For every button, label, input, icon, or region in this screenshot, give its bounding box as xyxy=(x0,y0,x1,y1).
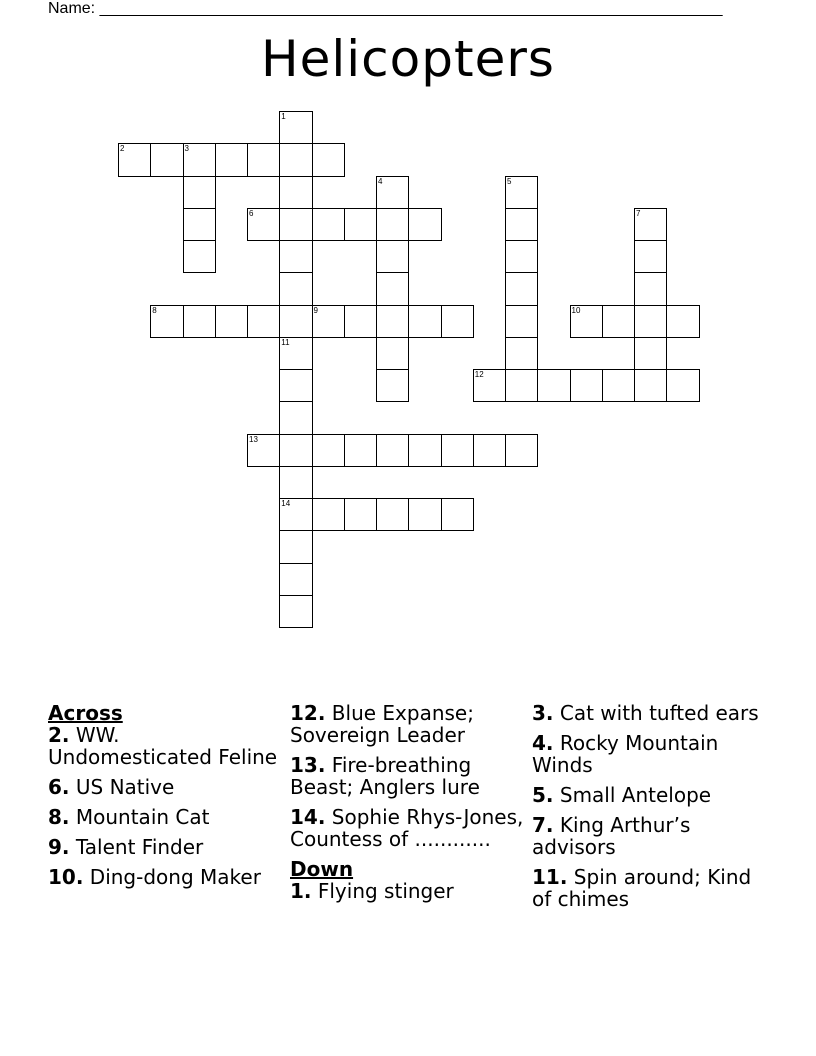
down-heading: Down xyxy=(290,857,354,881)
grid-cell[interactable] xyxy=(376,434,409,467)
grid-cell[interactable] xyxy=(505,176,538,209)
grid-cell[interactable] xyxy=(441,434,474,467)
grid-cell[interactable] xyxy=(279,240,312,273)
grid-cell[interactable] xyxy=(408,208,441,241)
clue-across-6 xyxy=(48,776,278,798)
grid-cell[interactable] xyxy=(150,143,183,176)
clue-text: Ding-dong Maker xyxy=(89,865,261,889)
clues-column-3 xyxy=(532,702,762,918)
grid-cell[interactable] xyxy=(183,176,216,209)
grid-cell[interactable] xyxy=(183,208,216,241)
grid-cell[interactable] xyxy=(344,434,377,467)
grid-cell[interactable] xyxy=(634,337,667,370)
grid-cell[interactable] xyxy=(118,143,151,176)
clue-down-1 xyxy=(290,880,530,902)
grid-cell[interactable] xyxy=(215,143,248,176)
clue-text: Blue Expanse; Sovereign Leader xyxy=(290,701,474,747)
clue-number: 5. xyxy=(532,783,554,807)
cell-number: 3 xyxy=(184,144,189,154)
clue-down-7 xyxy=(532,814,762,858)
grid-cell[interactable] xyxy=(376,208,409,241)
grid-cell[interactable] xyxy=(505,369,538,402)
grid-cell[interactable] xyxy=(279,111,312,144)
grid-cell[interactable] xyxy=(570,369,603,402)
grid-cell[interactable] xyxy=(376,369,409,402)
clue-down-11 xyxy=(532,866,762,910)
grid-cell[interactable] xyxy=(505,434,538,467)
grid-cell[interactable] xyxy=(376,498,409,531)
clue-across-9 xyxy=(48,836,278,858)
grid-cell[interactable] xyxy=(634,272,667,305)
grid-cell[interactable] xyxy=(247,434,280,467)
across-heading: Across xyxy=(48,701,123,725)
grid-cell[interactable] xyxy=(344,208,377,241)
clues-column-2 xyxy=(290,702,530,910)
cell-number: 5 xyxy=(507,176,512,186)
grid-cell[interactable] xyxy=(376,176,409,209)
grid-cell[interactable] xyxy=(312,143,345,176)
clue-down-5 xyxy=(532,784,762,806)
grid-cell[interactable] xyxy=(376,240,409,273)
grid-cell[interactable] xyxy=(376,305,409,338)
grid-cell[interactable] xyxy=(247,143,280,176)
grid-cell[interactable] xyxy=(537,369,570,402)
grid-cell[interactable] xyxy=(183,305,216,338)
grid-cell[interactable] xyxy=(279,530,312,563)
cell-number: 6 xyxy=(249,208,254,218)
cell-number: 13 xyxy=(249,434,258,444)
grid-cell[interactable] xyxy=(247,305,280,338)
grid-cell[interactable] xyxy=(634,369,667,402)
clue-across-13 xyxy=(290,754,530,798)
clue-number: 13. xyxy=(290,753,326,777)
clue-text: US Native xyxy=(75,775,175,799)
cell-number: 14 xyxy=(281,499,291,508)
grid-cell[interactable] xyxy=(666,369,699,402)
clue-text: WW. Undomesticated Feline xyxy=(48,723,278,769)
cell-number: 12 xyxy=(474,370,484,379)
grid-cell[interactable] xyxy=(215,305,248,338)
clue-text: Talent Finder xyxy=(75,835,204,859)
clue-number: 7. xyxy=(532,813,554,837)
grid-cell[interactable] xyxy=(473,434,506,467)
clue-text: Mountain Cat xyxy=(75,805,210,829)
clue-across-12 xyxy=(290,702,530,746)
grid-cell[interactable] xyxy=(408,434,441,467)
grid-cell[interactable] xyxy=(312,305,345,338)
grid-cell[interactable] xyxy=(602,369,635,402)
grid-cell[interactable] xyxy=(505,208,538,241)
grid-cell[interactable] xyxy=(279,466,312,499)
clue-number: 3. xyxy=(532,701,554,725)
grid-cell[interactable] xyxy=(634,240,667,273)
clue-number: 9. xyxy=(48,835,70,859)
grid-cell[interactable] xyxy=(312,434,345,467)
clue-text: Flying stinger xyxy=(317,879,454,903)
name-field-label: Name: ______________________________________________________________________ xyxy=(48,0,723,17)
clue-text: Cat with tufted ears xyxy=(559,701,759,725)
clue-number: 2. xyxy=(48,723,70,747)
clue-text: King Arthur’s advisors xyxy=(532,813,691,859)
grid-cell[interactable] xyxy=(408,498,441,531)
grid-cell[interactable] xyxy=(505,305,538,338)
clue-number: 1. xyxy=(290,879,312,903)
grid-cell[interactable] xyxy=(279,337,312,370)
clue-text: Sophie Rhys-Jones, Countess of ............ xyxy=(290,805,524,851)
cell-number: 10 xyxy=(571,305,581,315)
grid-cell[interactable] xyxy=(376,272,409,305)
clue-number: 11. xyxy=(532,865,568,889)
grid-cell[interactable] xyxy=(312,208,345,241)
grid-cell[interactable] xyxy=(279,401,312,434)
grid-cell[interactable] xyxy=(279,434,312,467)
grid-cell[interactable] xyxy=(279,176,312,209)
grid-cell[interactable] xyxy=(473,369,506,402)
clue-text: Spin around; Kind of chimes xyxy=(532,865,752,911)
grid-cell[interactable] xyxy=(441,498,474,531)
clue-number: 4. xyxy=(532,731,554,755)
grid-cell[interactable] xyxy=(279,272,312,305)
grid-cell[interactable] xyxy=(408,305,441,338)
grid-cell[interactable] xyxy=(505,337,538,370)
grid-cell[interactable] xyxy=(344,498,377,531)
clues-column-1 xyxy=(48,702,278,896)
grid-cell[interactable] xyxy=(441,305,474,338)
cell-number: 8 xyxy=(152,305,157,315)
grid-cell[interactable] xyxy=(505,272,538,305)
grid-cell[interactable] xyxy=(666,305,699,338)
grid-cell[interactable] xyxy=(312,498,345,531)
grid-cell[interactable] xyxy=(505,240,538,273)
grid-cell[interactable] xyxy=(602,305,635,338)
grid-cell[interactable] xyxy=(634,208,667,241)
grid-cell[interactable] xyxy=(570,305,603,338)
grid-cell[interactable] xyxy=(150,305,183,338)
grid-cell[interactable] xyxy=(279,498,312,531)
grid-cell[interactable] xyxy=(344,305,377,338)
cell-number: 9 xyxy=(313,305,318,315)
cell-number: 7 xyxy=(636,208,641,218)
clue-number: 10. xyxy=(48,865,84,889)
grid-cell[interactable] xyxy=(279,143,312,176)
cell-number: 1 xyxy=(281,112,286,121)
clue-across-10 xyxy=(48,866,278,888)
clue-down-4 xyxy=(532,732,762,776)
grid-cell[interactable] xyxy=(183,240,216,273)
clue-number: 8. xyxy=(48,805,70,829)
clue-text: Small Antelope xyxy=(559,783,712,807)
grid-cell[interactable] xyxy=(376,337,409,370)
grid-cell[interactable] xyxy=(279,563,312,596)
clue-text: Fire-breathing Beast; Anglers lure xyxy=(290,753,480,799)
grid-cell[interactable] xyxy=(279,595,312,628)
clue-number: 14. xyxy=(290,805,326,829)
clue-across-14 xyxy=(290,806,530,850)
cell-number: 11 xyxy=(281,337,290,347)
clue-number: 6. xyxy=(48,775,70,799)
clue-down-3 xyxy=(532,702,762,724)
grid-cell[interactable] xyxy=(279,208,312,241)
grid-cell[interactable] xyxy=(634,305,667,338)
grid-cell[interactable] xyxy=(247,208,280,241)
puzzle-title: Helicopters xyxy=(261,30,555,88)
clue-text: Rocky Mountain Winds xyxy=(532,731,719,777)
cell-number: 2 xyxy=(120,144,125,154)
grid-cell[interactable] xyxy=(183,143,216,176)
clue-across-2 xyxy=(48,724,278,768)
grid-cell[interactable] xyxy=(279,369,312,402)
clue-across-8 xyxy=(48,806,278,828)
clue-number: 12. xyxy=(290,701,326,725)
cell-number: 4 xyxy=(378,176,383,186)
